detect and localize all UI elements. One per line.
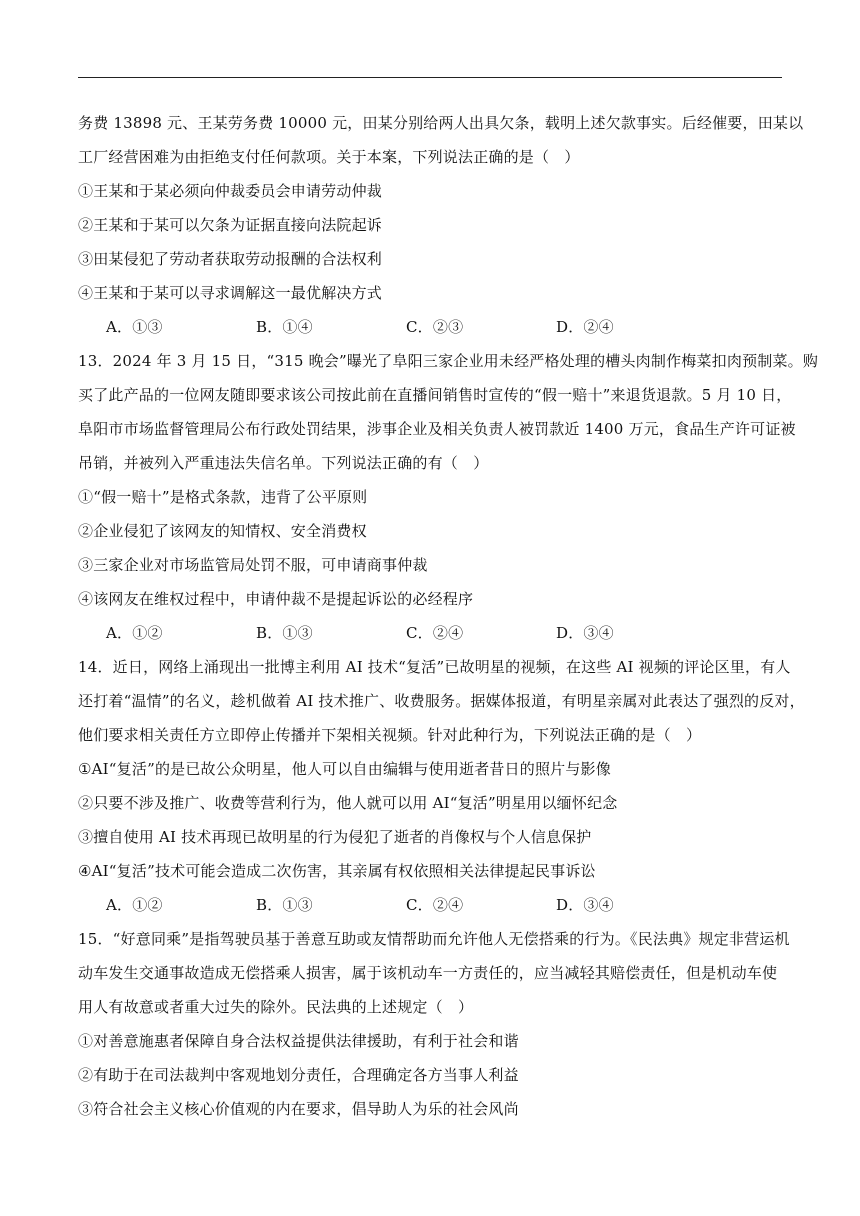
page-content — [78, 106, 819, 1126]
option-c: C．②③ — [406, 318, 464, 336]
question-stem-line: 动车发生交通事故造成无偿搭乘人损害，属于该机动车一方责任的，应当减轻其赔偿责任，但是机动车使 — [78, 964, 778, 982]
statement-4: ④王某和于某可以寻求调解这一最优解决方式 — [78, 284, 383, 302]
question-13 — [78, 344, 819, 650]
statement-3: ③擅自使用 AI 技术再现已故明星的行为侵犯了逝者的肖像权与个人信息保护 — [78, 828, 592, 846]
option-a: A．①② — [106, 896, 163, 914]
statement-2: ②企业侵犯了该网友的知情权、安全消费权 — [78, 522, 367, 540]
header-rule — [78, 77, 782, 78]
option-d: D．②④ — [556, 318, 614, 336]
question-stem-line: 吊销，并被列入严重违法失信名单。下列说法正确的有（ ） — [78, 454, 489, 472]
question-stem-line: 用人有故意或者重大过失的除外。民法典的上述规定（ ） — [78, 998, 474, 1016]
option-b: B．①④ — [256, 318, 313, 336]
statement-3: ③三家企业对市场监管局处罚不服，可申请商事仲裁 — [78, 556, 428, 574]
answer-options — [78, 888, 782, 922]
question-stem-line: 买了此产品的一位网友随即要求该公司按此前在直播间销售时宣传的“假一赔十”来退货退款。5 月 10 日， — [78, 386, 792, 404]
answer-options — [78, 310, 782, 344]
question-stem-line: 13．2024 年 3 月 15 日，“315 晚会”曝光了阜阳三家企业用未经严格处理的槽头肉制作梅菜扣肉预制菜。购 — [78, 352, 819, 370]
statement-1: ①王某和于某必须向仲裁委员会申请劳动仲裁 — [78, 182, 383, 200]
statement-2: ②有助于在司法裁判中客观地划分责任，合理确定各方当事人利益 — [78, 1066, 519, 1084]
option-b: B．①③ — [256, 624, 313, 642]
statement-1: ①AI“复活”的是已故公众明星，他人可以自由编辑与使用逝者昔日的照片与影像 — [78, 760, 611, 778]
question-15 — [78, 922, 790, 1126]
question-stem-line: 工厂经营困难为由拒绝支付任何款项。关于本案，下列说法正确的是（ ） — [78, 148, 580, 166]
question-12 — [78, 106, 804, 344]
question-stem-line: 15．“好意同乘”是指驾驶员基于善意互助或友情帮助而允许他人无偿搭乘的行为。《民法典》规定非营运机 — [78, 930, 790, 948]
statement-4: ④该网友在维权过程中，申请仲裁不是提起诉讼的必经程序 — [78, 590, 474, 608]
statement-3: ③符合社会主义核心价值观的内在要求，倡导助人为乐的社会风尚 — [78, 1100, 519, 1118]
question-stem-line: 务费 13898 元、王某劳务费 10000 元，田某分别给两人出具欠条，载明上述欠款事实。后经催要，田某以 — [78, 114, 804, 132]
statement-1: ①对善意施惠者保障自身合法权益提供法律援助，有利于社会和谐 — [78, 1032, 519, 1050]
answer-options — [78, 616, 782, 650]
option-a: A．①② — [106, 624, 163, 642]
question-stem-line: 还打着“温情”的名义，趁机做着 AI 技术推广、收费服务。据媒体报道，有明星亲属对此表达了强烈的反对， — [78, 692, 805, 710]
question-stem-line: 阜阳市市场监督管理局公布行政处罚结果，涉事企业及相关负责人被罚款近 1400 万元，食品生产许可证被 — [78, 420, 796, 438]
question-stem-line: 他们要求相关责任方立即停止传播并下架相关视频。针对此种行为，下列说法正确的是（ ） — [78, 726, 702, 744]
option-b: B．①③ — [256, 896, 313, 914]
statement-2: ②只要不涉及推广、收费等营利行为，他人就可以用 AI“复活”明星用以缅怀纪念 — [78, 794, 618, 812]
option-d: D．③④ — [556, 896, 614, 914]
question-stem-line: 14．近日，网络上涌现出一批博主利用 AI 技术“复活”已故明星的视频，在这些 AI 视频的评论区里，有人 — [78, 658, 791, 676]
statement-2: ②王某和于某可以欠条为证据直接向法院起诉 — [78, 216, 383, 234]
statement-1: ①“假一赔十”是格式条款，违背了公平原则 — [78, 488, 368, 506]
option-c: C．②④ — [406, 896, 464, 914]
option-d: D．③④ — [556, 624, 614, 642]
option-a: A．①③ — [106, 318, 163, 336]
statement-3: ③田某侵犯了劳动者获取劳动报酬的合法权利 — [78, 250, 383, 268]
option-c: C．②④ — [406, 624, 464, 642]
statement-4: ④AI“复活”技术可能会造成二次伤害，其亲属有权依照相关法律提起民事诉讼 — [78, 862, 596, 880]
question-14 — [78, 650, 805, 922]
